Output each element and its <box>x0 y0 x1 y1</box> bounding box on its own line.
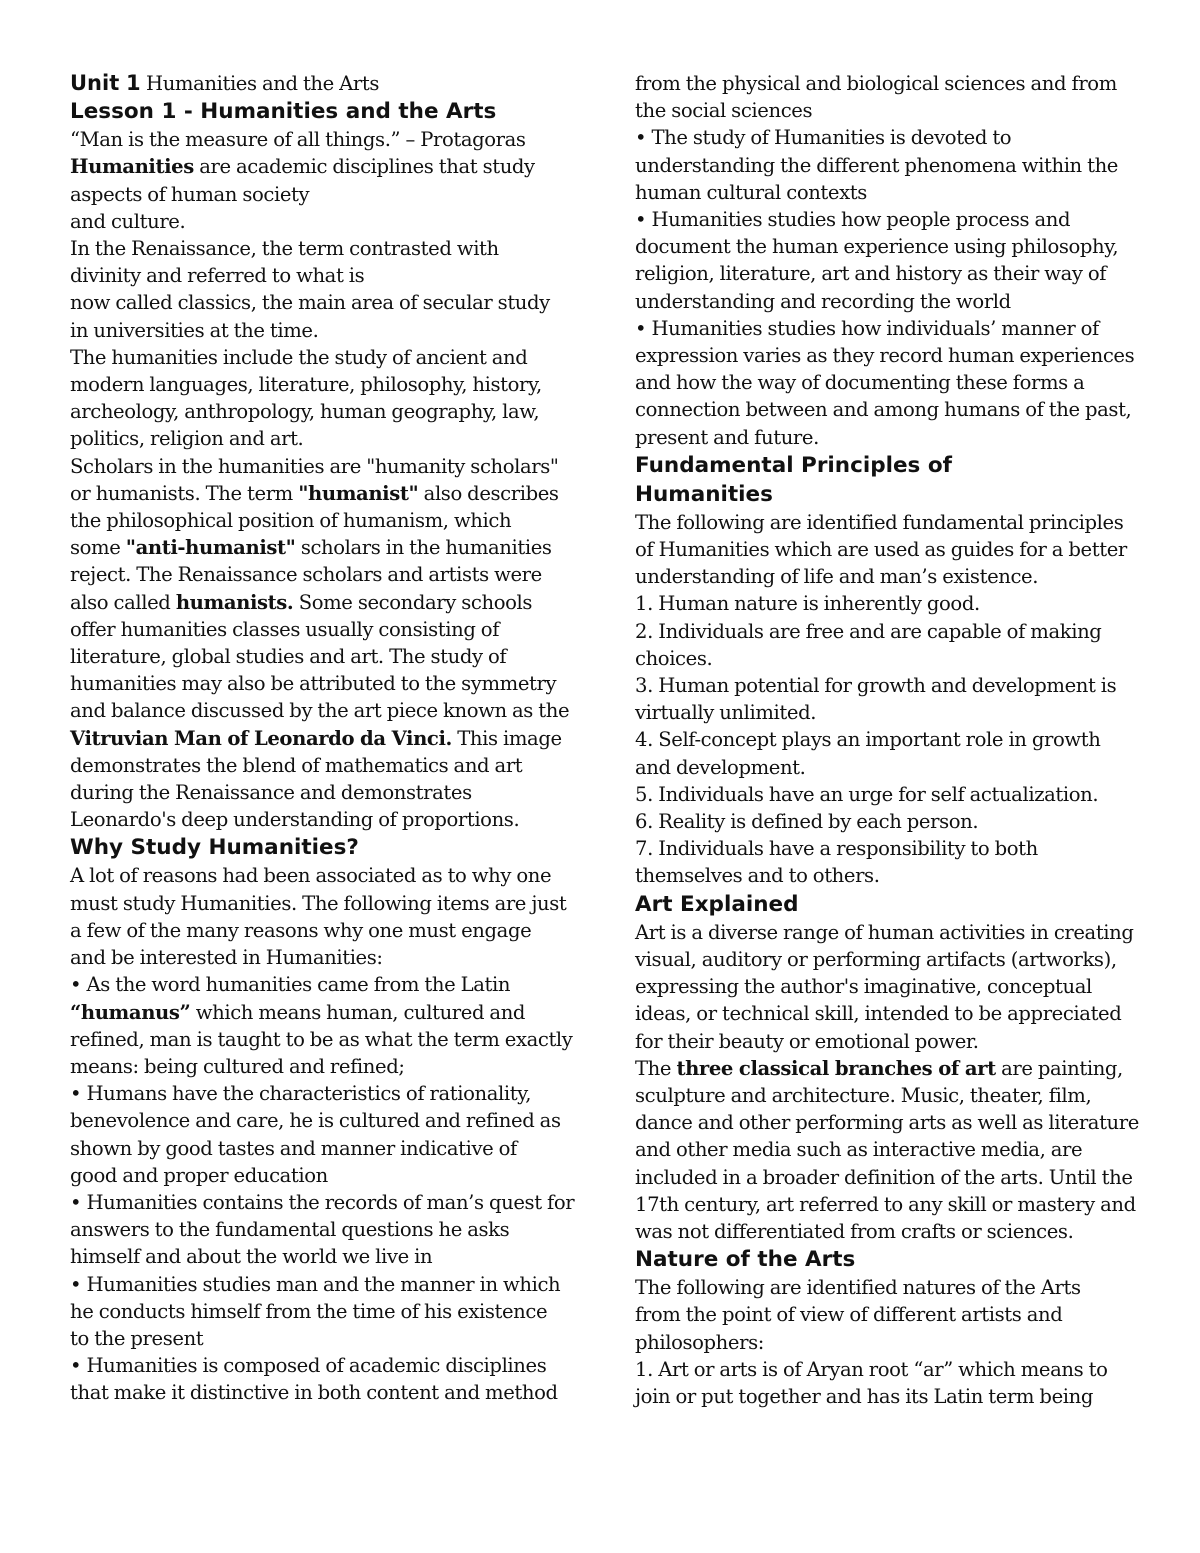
text-line: 17th century, art referred to any skill or mastery and <box>635 1192 1136 1216</box>
text-line: expression varies as they record human experiences <box>635 344 1135 368</box>
text-line <box>635 1055 1135 1082</box>
text-line: understanding and recording the world <box>635 289 1011 313</box>
text-span: The <box>635 1056 672 1080</box>
text-line: and culture. <box>70 209 186 233</box>
lesson-heading: Lesson 1 - Humanities and the Arts <box>70 99 497 125</box>
text-line: in universities at the time. <box>70 318 319 342</box>
list-item: 1. Human nature is inherently good. <box>635 592 980 616</box>
text-line: understanding of life and man’s existence. <box>635 565 1039 589</box>
text-line: humanities may also be attributed to the symmetry <box>70 672 557 696</box>
list-item: 1. Art or arts is of Aryan root “ar” which means to <box>635 1357 1108 1381</box>
text-line: to the present <box>70 1326 204 1350</box>
text-line <box>70 999 570 1026</box>
list-item: 3. Human potential for growth and development is <box>635 674 1117 698</box>
text-line: The humanities include the study of ancient and <box>70 345 528 369</box>
text-span: which means human, cultured and <box>195 1000 526 1024</box>
text-line: refined, man is taught to be as what the term exactly <box>70 1027 573 1051</box>
bullet-line: • The study of Humanities is devoted to <box>635 126 1012 150</box>
art-explained-heading: Art Explained <box>635 891 799 917</box>
quote: “Man is the measure of all things.” – Protagoras <box>70 128 526 152</box>
text-line: during the Renaissance and demonstrates <box>70 781 472 805</box>
text-line: demonstrates the blend of mathematics and art <box>70 753 523 777</box>
list-item: 4. Self-concept plays an important role in growth <box>635 728 1101 752</box>
text-line <box>70 725 570 752</box>
text-line: offer humanities classes usually consisting of <box>70 617 500 641</box>
text-line: religion, literature, art and history as their way of <box>635 262 1107 286</box>
text-line: answers to the fundamental questions he asks <box>70 1218 510 1242</box>
term-anti-humanist: "anti-humanist" <box>125 536 296 560</box>
text-line: document the human experience using philosophy, <box>635 235 1119 259</box>
text-line: Scholars in the humanities are "humanity scholars" <box>70 454 559 478</box>
term-three-classical-branches: three classical branches of art <box>676 1056 996 1080</box>
text-line: themselves and to others. <box>635 864 880 888</box>
list-item: 2. Individuals are free and are capable of making <box>635 619 1102 643</box>
term-humanus: “humanus” <box>70 1000 191 1024</box>
text-line: shown by good tastes and manner indicative of <box>70 1136 517 1160</box>
text-line: good and proper education <box>70 1163 328 1187</box>
text-line: aspects of human society <box>70 182 310 206</box>
bullet-line: • Humanities contains the records of man’s quest for <box>70 1190 575 1214</box>
unit-title-line <box>70 70 570 97</box>
bullet-line: • Humanities studies how people process and <box>635 208 1071 232</box>
text-span: This image <box>457 726 562 750</box>
right-column <box>635 70 1139 1410</box>
text-line: and development. <box>635 755 806 779</box>
text-line: for their beauty or emotional power. <box>635 1029 979 1053</box>
text-line: and other media such as interactive media, are <box>635 1138 1083 1162</box>
bullet-line: • Humans have the characteristics of rationality, <box>70 1082 532 1106</box>
text-span: or humanists. The term <box>70 481 293 505</box>
left-column <box>70 70 575 1407</box>
paragraph-include <box>70 344 570 453</box>
bullet-line: • Humanities is composed of academic disciplines <box>70 1354 547 1378</box>
list-item: 5. Individuals have an urge for self actualization. <box>635 782 1099 806</box>
text-line: must study Humanities. The following items are just <box>70 891 567 915</box>
text-line <box>70 153 570 180</box>
text-line: connection between and among humans of the past, <box>635 398 1132 422</box>
unit-label: Unit 1 <box>70 71 141 95</box>
text-line: the philosophical position of humanism, which <box>70 509 512 533</box>
text-line: from the point of view of different artists and <box>635 1303 1063 1327</box>
text-line: In the Renaissance, the term contrasted with <box>70 237 499 261</box>
text-line <box>70 589 570 616</box>
fundamental-principles-heading-cont: Humanities <box>635 481 773 507</box>
text-span: also called <box>70 590 171 614</box>
text-line: Leonardo's deep understanding of proportions. <box>70 808 520 832</box>
unit-title: Humanities and the Arts <box>146 72 380 95</box>
text-line: understanding the different phenomena within the <box>635 153 1118 177</box>
text-span: some <box>70 536 121 560</box>
text-line: literature, global studies and art. The study of <box>70 645 507 669</box>
text-line: ideas, or technical skill, intended to be appreciated <box>635 1002 1122 1026</box>
art-explained-section <box>635 919 1139 1245</box>
text-line <box>70 534 570 561</box>
text-line: he conducts himself from the time of his existence <box>70 1299 548 1323</box>
bullet-line: • As the word humanities came from the Latin <box>70 973 511 997</box>
text-line: included in a broader definition of the arts. Until the <box>635 1165 1133 1189</box>
text-line: a few of the many reasons why one must engage <box>70 918 532 942</box>
fundamental-principles-section <box>635 509 1135 890</box>
text-line: benevolence and care, he is cultured and refined as <box>70 1109 561 1133</box>
text-line: the social sciences <box>635 99 813 123</box>
text-line: that make it distinctive in both content and method <box>70 1381 558 1405</box>
text-line: join or put together and has its Latin term being <box>635 1384 1094 1408</box>
text-line: Art is a diverse range of human activities in creating <box>635 920 1134 944</box>
text-line: A lot of reasons had been associated as to why one <box>70 864 552 888</box>
nature-of-arts-heading: Nature of the Arts <box>635 1247 856 1273</box>
text-line: himself and about the world we live in <box>70 1245 433 1269</box>
list-item: 7. Individuals have a responsibility to both <box>635 837 1038 861</box>
text-line: The following are identified fundamental principles <box>635 510 1124 534</box>
text-line: now called classics, the main area of secular study <box>70 291 550 315</box>
text-line: reject. The Renaissance scholars and artists were <box>70 563 542 587</box>
text-line: The following are identified natures of the Arts <box>635 1276 1081 1300</box>
text-line: of Humanities which are used as guides for a better <box>635 538 1127 562</box>
bullet-line: • Humanities studies man and the manner in which <box>70 1272 561 1296</box>
term-humanist: "humanist" <box>298 481 419 505</box>
text-line: and balance discussed by the art piece known as the <box>70 699 570 723</box>
nature-of-arts-section <box>635 1274 1135 1410</box>
text-line: expressing the author's imaginative, conceptual <box>635 975 1092 999</box>
fundamental-principles-heading: Fundamental Principles of <box>635 452 952 478</box>
text-line: philosophers: <box>635 1330 764 1354</box>
text-line: visual, auditory or performing artifacts (artworks), <box>635 947 1117 971</box>
text-line: divinity and referred to what is <box>70 264 365 288</box>
term-humanists: humanists. <box>175 590 294 614</box>
text-span: are academic disciplines that study <box>199 155 535 179</box>
text-line: archeology, anthropology, human geography, law, <box>70 400 540 424</box>
paragraph-definition <box>70 153 570 235</box>
term-vitruvian-man: Vitruvian Man of Leonardo da Vinci. <box>70 726 452 750</box>
why-study-heading: Why Study Humanities? <box>70 835 359 861</box>
text-line: was not differentiated from crafts or sciences. <box>635 1219 1074 1243</box>
text-span: Some secondary schools <box>298 590 533 614</box>
text-line: dance and other performing arts as well as literature <box>635 1111 1139 1135</box>
text-span: also describes <box>423 481 559 505</box>
text-line: from the physical and biological sciences and from <box>635 72 1117 95</box>
text-line: virtually unlimited. <box>635 701 817 725</box>
text-line: choices. <box>635 646 713 670</box>
text-line <box>70 480 570 507</box>
bullet-line: • Humanities studies how individuals’ manner of <box>635 316 1099 340</box>
text-line: modern languages, literature, philosophy, history, <box>70 373 542 397</box>
list-item: 6. Reality is defined by each person. <box>635 810 979 834</box>
text-span: scholars in the humanities <box>300 536 552 560</box>
text-line: human cultural contexts <box>635 180 867 204</box>
text-line: and be interested in Humanities: <box>70 946 383 970</box>
paragraph-scholars <box>70 453 570 834</box>
text-line: present and future. <box>635 425 819 449</box>
continued-bullets <box>635 70 1135 451</box>
text-line: and how the way of documenting these forms a <box>635 371 1085 395</box>
text-span: are painting, <box>1001 1056 1123 1080</box>
text-line: politics, religion and art. <box>70 427 304 451</box>
term-humanities: Humanities <box>70 155 194 179</box>
paragraph-renaissance <box>70 235 570 344</box>
why-study-section <box>70 862 575 1406</box>
text-line: sculpture and architecture. Music, theater, film, <box>635 1083 1092 1107</box>
text-line: means: being cultured and refined; <box>70 1054 405 1078</box>
